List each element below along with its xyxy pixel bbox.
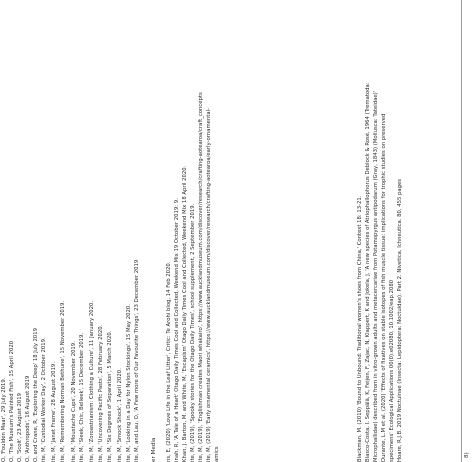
reference-entry: Blackman, M. (2010) 'Bound to Unbound: Traditional women's shoes from China,' Context 18: 13-21. xyxy=(357,195,363,462)
media-entry: Khan, J. Barton, M. and White, M, 'Escapism' Otago Daily Times Cool and Collected, Weekend Mix 18 April 2020. xyxy=(182,165,188,462)
exhibition-entry: ite, M, 'Sleek, Chic, Belleek', 15 December 2019. xyxy=(79,332,85,462)
reference-entry: Blasco-Costa, I, Seppälä, K, Feijen, F, Zajac, N, Klappert, K and Jokela, J, 'A new species of Atriophallophorus Deblock & Rosé, 1964 (Trematoda: xyxy=(365,82,371,462)
exhibition-entry: O, and Crane, R, 'Exploring the Deep' 18 July 2019 xyxy=(33,328,39,462)
exhibition-entry: ite, M, 'Looking in a Day for Nylon Stockings', 15 May 2020. xyxy=(126,304,132,462)
exhibition-entry: O, 'Anthropods', 16 August 2019 xyxy=(25,375,31,462)
media-entry: ite, M, (2019), 'Englishman creates Maori whakairo', https://www.aucklandmuseum.com/discover/research/crafting-aotearoa/craft_concepts xyxy=(198,92,204,462)
media-entry: ns, E, (2020) 'Love Life in the Leaf Litter', Critic: Te Arohi blog, 14 Feb 2020. xyxy=(166,261,172,462)
exhibition-entry: ite, M, 'Janet Frame', 28 August 2019. xyxy=(51,362,57,462)
page-footer-marker: 8) xyxy=(464,452,470,458)
reference-entry: Microphallidae) described from in vitro-grown adults and metacercariae from Potamopyrgus antipodarum (Gray, 1843) (Mollusca: Tateidae)' xyxy=(373,90,379,462)
exhibition-entry: ite, M, 'Zoroastrianism: Clothing a Culture', 11 January 2020. xyxy=(89,300,95,462)
media-entry: ite, M, (2019) 'Early ornamental ceramics', https://www.aucklandmuseum.com/discover/research/crafting-aotearoa/early-ornamental- xyxy=(206,108,212,462)
page-edge-divider xyxy=(461,0,462,462)
exhibition-entry: ite, M, 'Remembering Norman Bethune', 15 November 2019. xyxy=(60,300,66,462)
exhibition-entry: ite, M, and Lau, O, 'A Few more of Our Favourite Things', 23 December 2019 xyxy=(134,259,140,462)
reference-entry: Durante, L.M et al. (2020) 'Effects of fixatives on stable isotopes of fish muscle tissue: implications for trophic studies on preserved xyxy=(381,113,387,462)
exhibition-entry: O, 'Scoit', 23 August 2019 xyxy=(17,392,23,462)
section-heading: er Media xyxy=(151,437,157,462)
exhibition-entry: O, 'The Museum's Painted Fish', 15 April 2020 xyxy=(9,340,15,462)
exhibition-entry: ite, M, 'Smock Shock', 1 April 2020. xyxy=(117,368,123,462)
media-entry: inah, R, 'A Tale of a Heart' Otago Daily Times Cool and Collected, Weekend Mix 19 October 2019: 9. xyxy=(174,198,180,462)
exhibition-entry: ite, M, 'Six Degrees of Separation', 5 March 2020. xyxy=(107,330,113,462)
exhibition-entry: ite, M, 'Custodial Worker Day', 2 October 2019. xyxy=(41,337,47,462)
media-entry: amics xyxy=(214,446,220,462)
media-entry: ite, M, (2019), 'Spooky stories for the Otago Daily Times', school supplement, 2 September 2019. xyxy=(190,203,196,462)
exhibition-entry: O, 'Foulden Maar', 29 July 2019. xyxy=(1,377,7,462)
reference-entry: Hoare, R.J.B. 2019 Noctuinae (Insecta: Lepidoptera: Noctuidae). Part 2. Nivetica, Ichneutica. 80, 455 pages xyxy=(397,178,403,462)
exhibition-entry: ite, M, 'Uncovering Pacific Pasts', 28 February 2020. xyxy=(98,324,104,462)
exhibition-entry: ite, M, 'Moustache Cups', 20 November 2019. xyxy=(71,341,77,462)
reference-entry: specimens' Ecological Applications 00(0):e02080, 10.1002/eap.2080 xyxy=(389,279,395,462)
